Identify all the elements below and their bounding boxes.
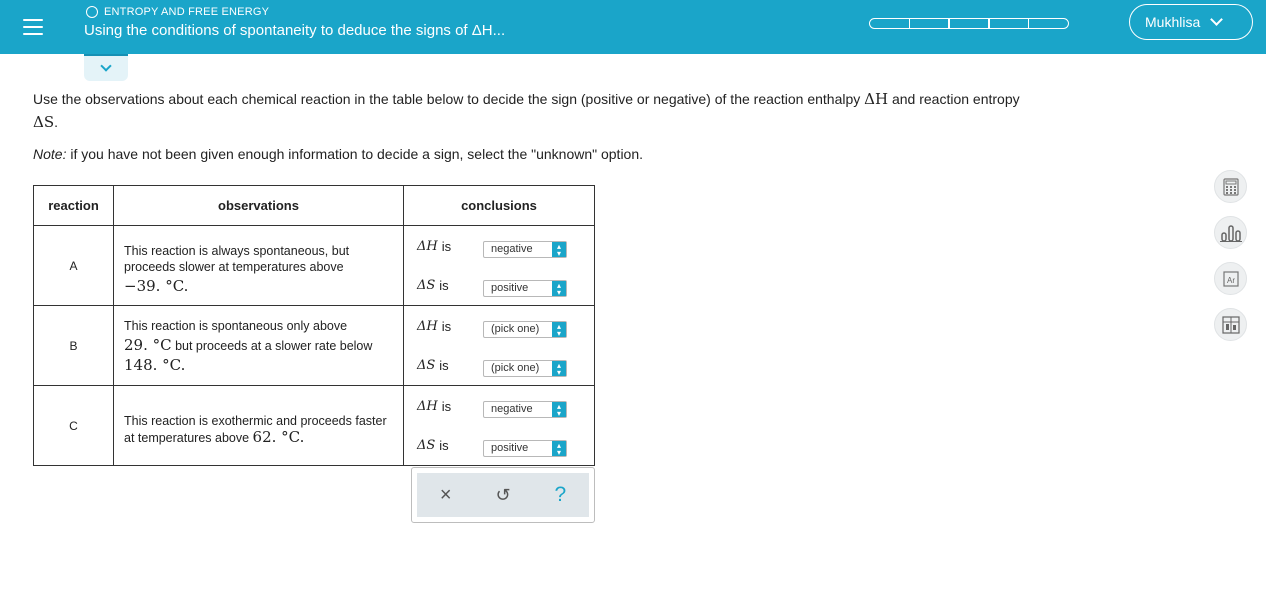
dh-label: ΔH [417,399,438,414]
select-arrows-icon: ▴ ▾ [552,441,566,456]
observation-text: This reaction is exothermic and proceeds faster at temperatures above [124,414,387,445]
observation-cell [114,306,404,386]
topic-row [86,5,269,19]
select-arrows-icon: ▴ ▾ [552,242,566,257]
action-panel [411,467,595,523]
instructions-text-1: Use the observations about each chemical reaction in the table below to decide the sign (positive or negative) of the reaction enthalpy [33,91,865,107]
periodic-table-button[interactable] [1214,262,1247,295]
ds-select-b[interactable] [483,360,567,377]
conclusion-cell [404,386,595,466]
reaction-label: B [34,306,114,386]
selected-value: positive [491,442,529,454]
close-icon: × [439,483,452,506]
selected-value: positive [491,282,529,294]
menu-icon[interactable] [12,8,54,46]
note-text: if you have not been given enough information to decide a sign, select the "unknown" option. [66,146,644,162]
table-header-row [34,186,595,226]
observation-value: 148. °C. [124,355,186,374]
progress-segment [988,18,1029,29]
instructions-text-2: and reaction entropy [888,91,1020,107]
page-title: Using the conditions of spontaneity to deduce the signs of ΔH... [84,22,506,39]
delta-s-symbol: ΔS [33,113,55,131]
bar-chart-icon [1220,224,1242,242]
ds-row [417,354,567,377]
is-label: is [439,438,449,453]
instructions [33,88,1183,134]
observation-cell [114,386,404,466]
chevron-down-icon [1210,13,1223,26]
delta-h-symbol: ΔH [864,90,889,108]
ds-label: ΔS [417,438,436,453]
topic-circle-icon [86,6,98,18]
dh-row [417,395,567,418]
top-bar [0,0,1266,54]
observation-text: This reaction is spontaneous only above [124,318,348,333]
is-label: is [439,358,449,373]
progress-segment [869,18,910,29]
dh-row [417,315,567,338]
table-row [34,386,595,466]
ds-select-c[interactable] [483,440,567,457]
header-observations: observations [114,186,404,226]
data-icon [1222,316,1240,334]
chevron-down-icon [100,60,111,71]
ds-label: ΔS [417,278,436,293]
user-menu-button[interactable] [1129,4,1253,40]
is-label: is [441,319,452,334]
data-button[interactable] [1214,308,1247,341]
help-icon: ? [554,483,567,506]
user-name: Mukhlisa [1145,14,1201,30]
note [33,146,643,162]
dh-select-a[interactable] [483,241,567,258]
conclusion-cell [404,226,595,306]
progress-segment [948,18,989,29]
instructions-period: . [54,114,58,130]
dh-label: ΔH [417,239,438,254]
ds-select-a[interactable] [483,280,567,297]
reaction-label: A [34,226,114,306]
calculator-button[interactable] [1214,170,1247,203]
svg-text:Ar: Ar [1226,275,1235,285]
select-arrows-icon: ▴ ▾ [552,402,566,417]
calculator-icon [1223,178,1239,196]
collapse-header-button[interactable] [84,54,128,81]
observation-cell [114,226,404,306]
select-arrows-icon: ▴ ▾ [552,281,566,296]
is-label: is [441,239,452,254]
observation-value: 29. °C [124,335,172,354]
selected-value: negative [491,403,533,415]
is-label: is [441,399,452,414]
select-arrows-icon: ▴ ▾ [552,361,566,376]
chart-button[interactable] [1214,216,1247,249]
selected-value: (pick one) [491,323,540,335]
table-row [34,306,595,386]
topic-label: ENTROPY AND FREE ENERGY [104,6,270,18]
select-arrows-icon: ▴ ▾ [552,322,566,337]
observation-value: −39. °C. [124,276,189,295]
ds-row [417,434,567,457]
is-label: is [439,278,449,293]
dh-row [417,235,567,258]
header-conclusions: conclusions [404,186,595,226]
dh-select-b[interactable] [483,321,567,338]
progress-segment [1028,18,1069,29]
reaction-label: C [34,386,114,466]
selected-value: (pick one) [491,362,540,374]
observation-text: but proceeds at a slower rate below [171,338,373,353]
table-row [34,226,595,306]
selected-value: negative [491,243,533,255]
conclusion-cell [404,306,595,386]
progress-segment [909,18,950,29]
dh-select-c[interactable] [483,401,567,418]
observation-text: This reaction is always spontaneous, but proceeds slower at temperatures above [124,243,350,274]
clear-button[interactable] [431,480,461,510]
action-buttons [417,473,589,517]
header-reaction: reaction [34,186,114,226]
reaction-table [33,185,595,466]
note-label: Note: [33,146,67,162]
undo-button[interactable] [488,480,518,510]
periodic-table-icon [1223,271,1239,287]
ds-row [417,274,567,297]
progress-bar [869,18,1069,29]
observation-value: 62. °C. [252,428,305,446]
dh-label: ΔH [417,319,438,334]
ds-label: ΔS [417,358,436,373]
help-button[interactable] [545,480,575,510]
undo-icon: ↺ [495,484,511,505]
